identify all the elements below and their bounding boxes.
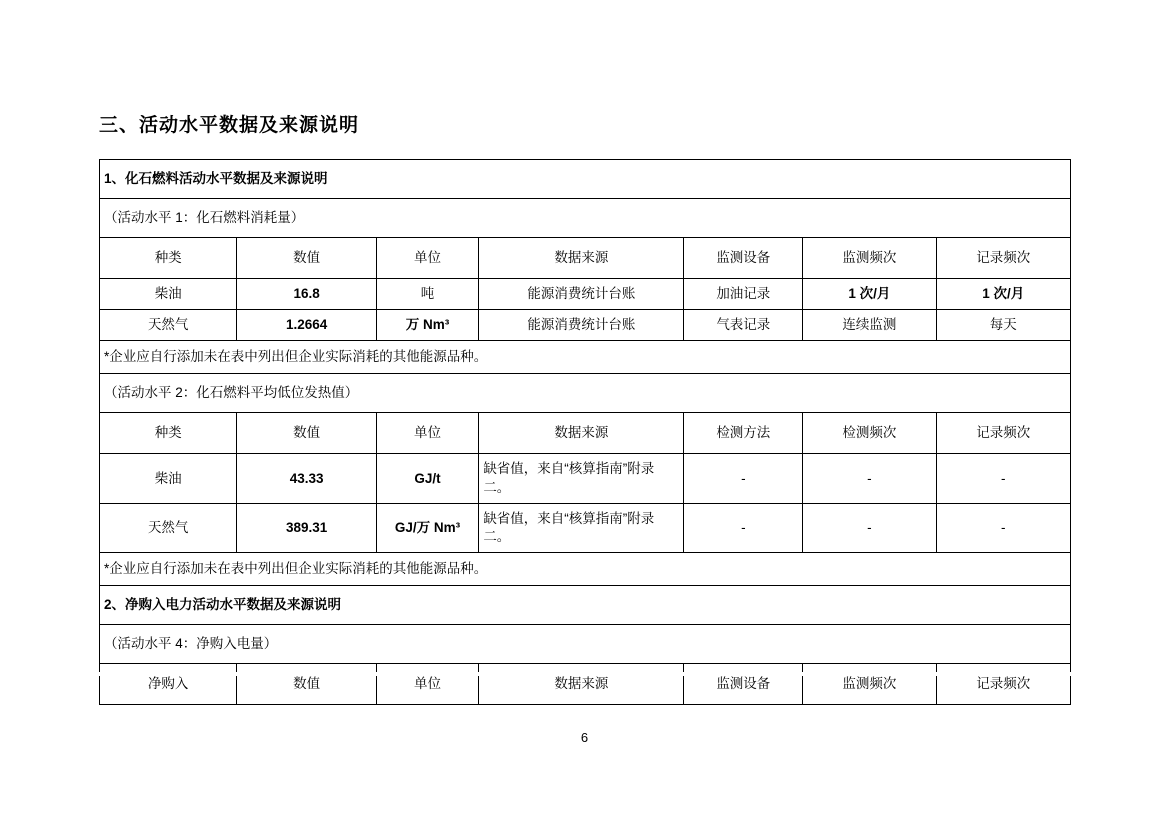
column-header-value: 数值 <box>237 413 376 454</box>
column-header-unit: 单位 <box>376 413 479 454</box>
column-header-source: 数据来源 <box>479 664 684 705</box>
page-title: 三、活动水平数据及来源说明 <box>99 115 360 136</box>
page-number: 6 <box>580 730 589 745</box>
table-row <box>100 341 1071 374</box>
column-header-value: 数值 <box>237 664 376 705</box>
table-header-row <box>100 238 1071 279</box>
fuel-type: 柴油 <box>100 454 237 503</box>
table-row <box>100 279 1071 310</box>
fuel-source: 能源消费统计台账 <box>479 279 684 310</box>
note-text: *企业应自行添加未在表中列出但企业实际消耗的其他能源品种。 <box>100 553 1071 586</box>
column-header-monitor-frequency: 监测频次 <box>803 238 936 279</box>
table-row <box>100 553 1071 586</box>
fuel-source: 能源消费统计台账 <box>479 310 684 341</box>
test-frequency: - <box>803 454 936 503</box>
column-header-type: 种类 <box>100 413 237 454</box>
heat-unit: GJ/万 Nm³ <box>376 503 479 552</box>
heat-unit: GJ/t <box>376 454 479 503</box>
fuel-unit: 吨 <box>376 279 479 310</box>
activity-data-table <box>99 159 1071 705</box>
fuel-device: 气表记录 <box>684 310 803 341</box>
table-row <box>100 199 1071 238</box>
test-method: - <box>684 454 803 503</box>
fuel-device: 加油记录 <box>684 279 803 310</box>
column-header-record-frequency: 记录频次 <box>936 413 1070 454</box>
column-header-test-frequency: 检测频次 <box>803 413 936 454</box>
column-header-device: 监测设备 <box>684 238 803 279</box>
activity-level-1-label: （活动水平 1：化石燃料消耗量） <box>100 199 1071 238</box>
table-row <box>100 625 1071 664</box>
fuel-type: 天然气 <box>100 310 237 341</box>
table-row <box>100 160 1071 199</box>
test-frequency: - <box>803 503 936 552</box>
table-row <box>100 374 1071 413</box>
fuel-unit: 万 Nm³ <box>376 310 479 341</box>
column-header-net-purchase: 净购入 <box>100 664 237 705</box>
table-row <box>100 454 1071 503</box>
activity-level-4-label: （活动水平 4：净购入电量） <box>100 625 1071 664</box>
column-header-value: 数值 <box>237 238 376 279</box>
column-header-unit: 单位 <box>376 238 479 279</box>
record-frequency: - <box>936 454 1070 503</box>
page-bottom-mask <box>99 672 1073 676</box>
fuel-value: 1.2664 <box>237 310 376 341</box>
column-header-method: 检测方法 <box>684 413 803 454</box>
table-header-row <box>100 413 1071 454</box>
block2-title: 2、净购入电力活动水平数据及来源说明 <box>100 586 1071 625</box>
fuel-type: 天然气 <box>100 503 237 552</box>
heat-source: 缺省值，来自“核算指南”附录二。 <box>479 503 684 552</box>
fuel-type: 柴油 <box>100 279 237 310</box>
column-header-monitor-frequency: 监测频次 <box>803 664 936 705</box>
fuel-record-frequency: 每天 <box>936 310 1070 341</box>
fuel-record-frequency: 1 次/月 <box>936 279 1070 310</box>
table-row <box>100 310 1071 341</box>
column-header-record-frequency: 记录频次 <box>936 664 1070 705</box>
fuel-monitor-frequency: 连续监测 <box>803 310 936 341</box>
block1-title: 1、化石燃料活动水平数据及来源说明 <box>100 160 1071 199</box>
note-text: *企业应自行添加未在表中列出但企业实际消耗的其他能源品种。 <box>100 341 1071 374</box>
column-header-unit: 单位 <box>376 664 479 705</box>
fuel-monitor-frequency: 1 次/月 <box>803 279 936 310</box>
heat-source: 缺省值，来自“核算指南”附录二。 <box>479 454 684 503</box>
column-header-device: 监测设备 <box>684 664 803 705</box>
test-method: - <box>684 503 803 552</box>
record-frequency: - <box>936 503 1070 552</box>
activity-level-2-label: （活动水平 2：化石燃料平均低位发热值） <box>100 374 1071 413</box>
heat-value: 43.33 <box>237 454 376 503</box>
heat-value: 389.31 <box>237 503 376 552</box>
fuel-value: 16.8 <box>237 279 376 310</box>
table-header-row <box>100 664 1071 705</box>
column-header-source: 数据来源 <box>479 413 684 454</box>
table-row <box>100 503 1071 552</box>
column-header-type: 种类 <box>100 238 237 279</box>
table-row <box>100 586 1071 625</box>
document-content <box>99 110 1071 705</box>
column-header-record-frequency: 记录频次 <box>936 238 1070 279</box>
column-header-source: 数据来源 <box>479 238 684 279</box>
